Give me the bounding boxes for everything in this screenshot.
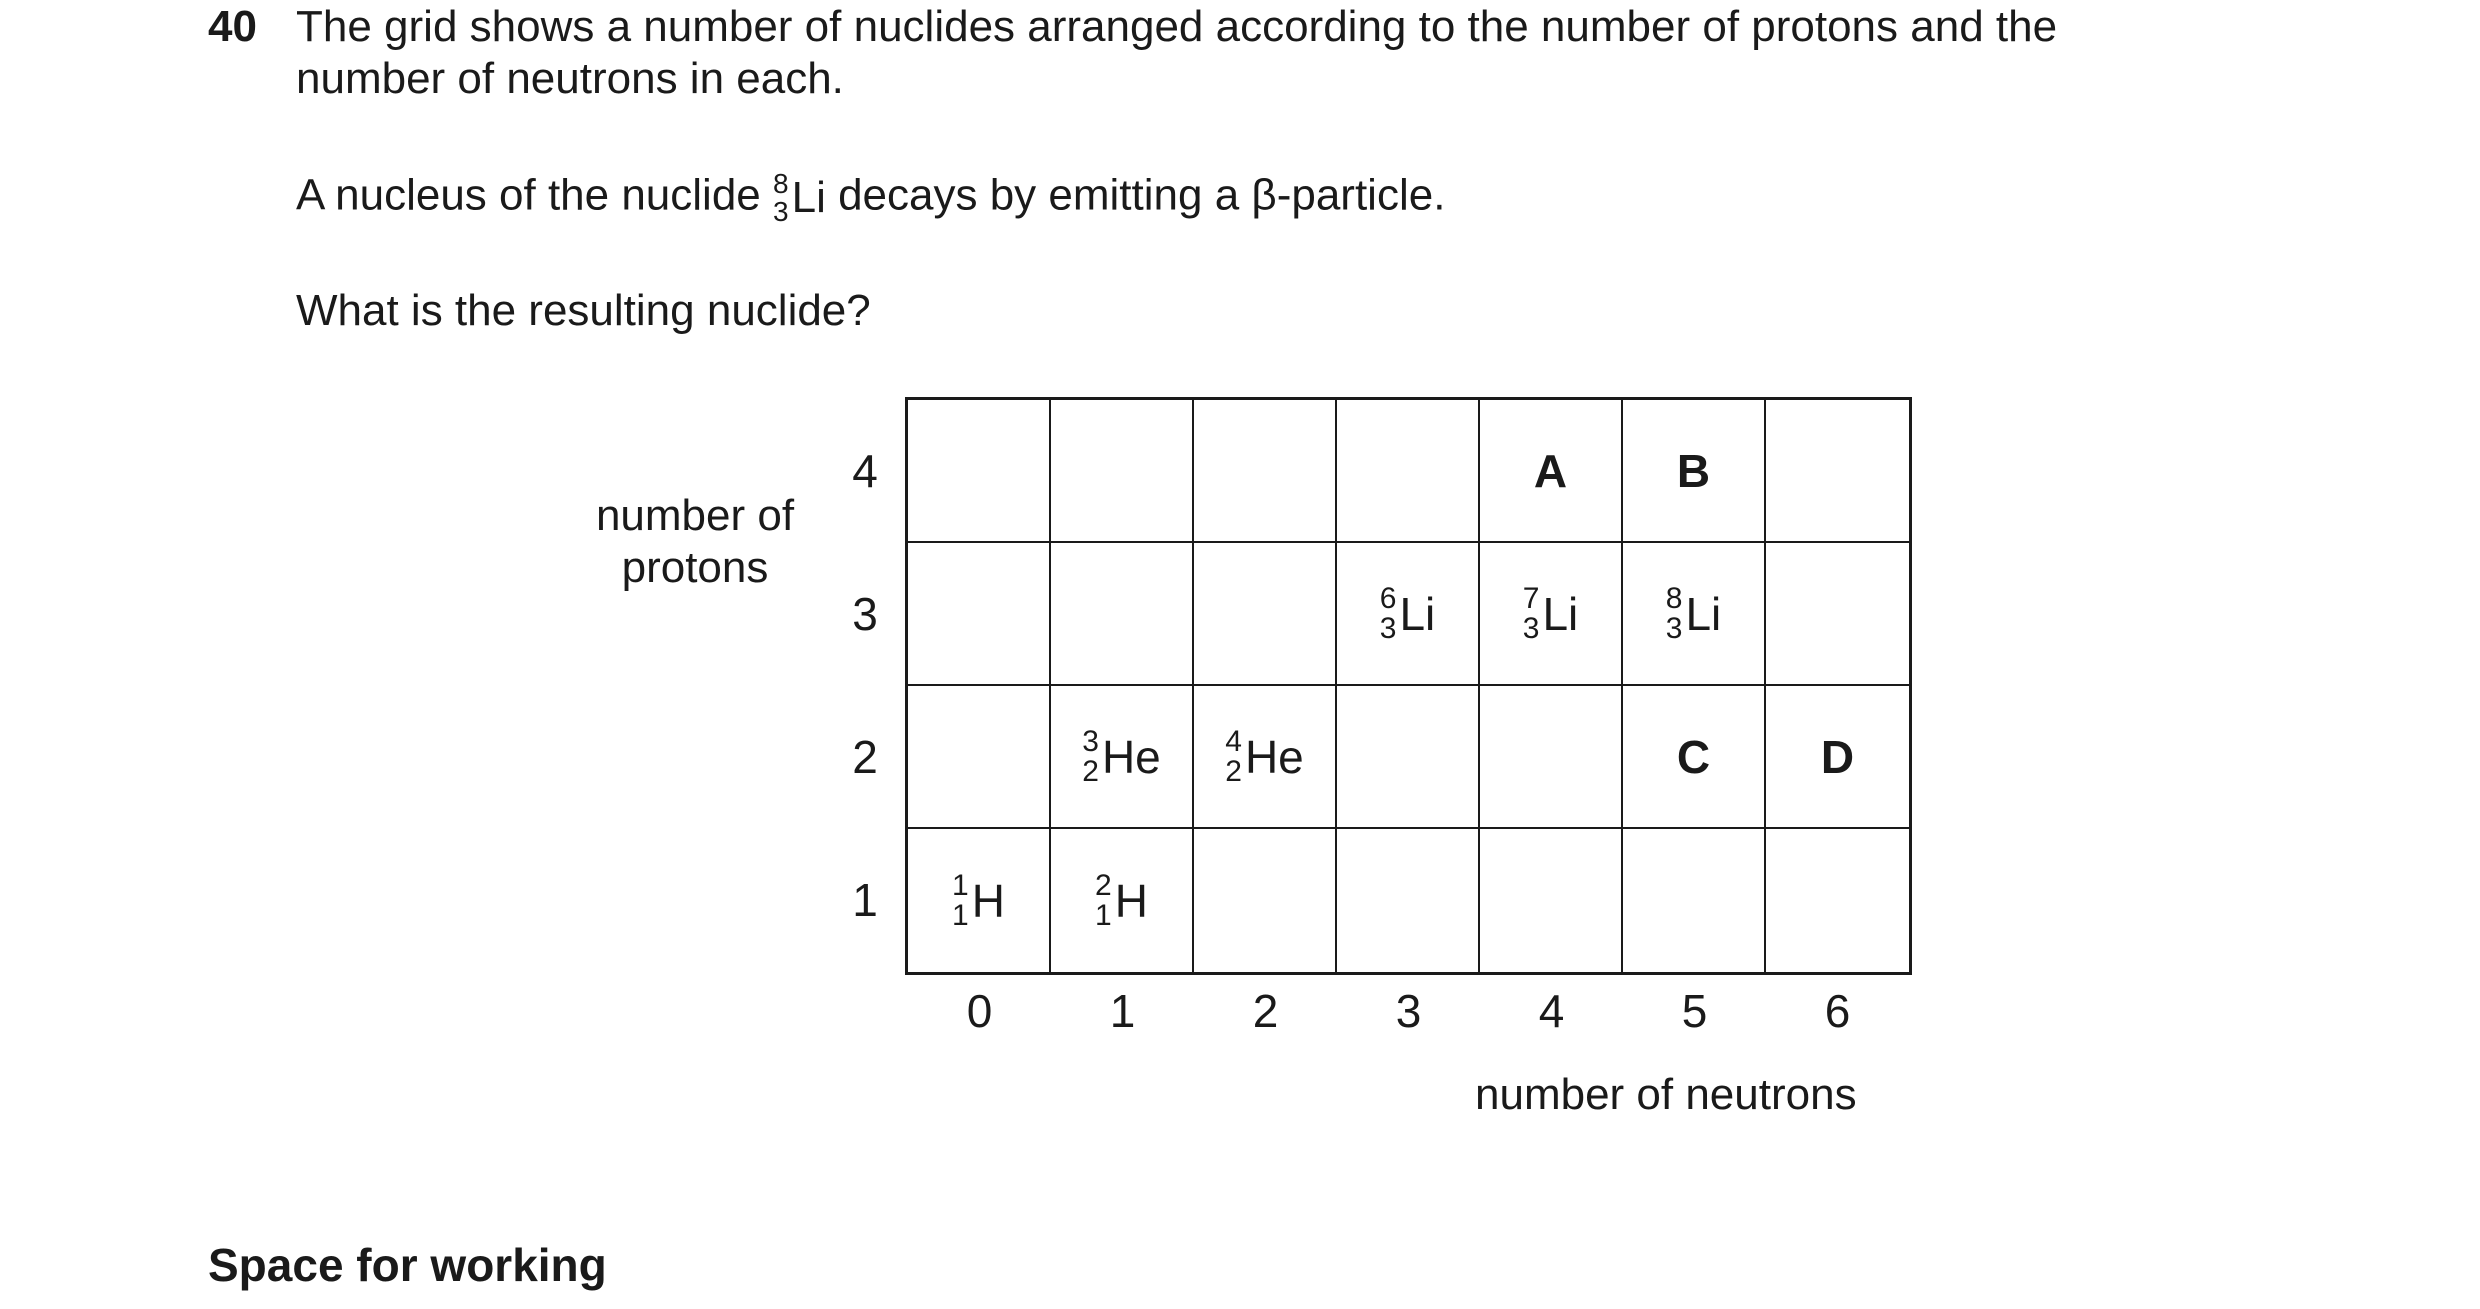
y-tick-label: 3 — [852, 588, 878, 640]
grid-cell — [1051, 543, 1194, 686]
nuclide-symbol: He — [1244, 730, 1304, 783]
grid-cell — [1480, 400, 1623, 543]
nuclide-symbol: Li — [791, 173, 826, 222]
nuclide-label — [1082, 724, 1161, 788]
question-text-line-2: number of neutrons in each. — [296, 54, 844, 103]
grid-cell — [908, 829, 1051, 972]
nuclide-label — [1522, 581, 1579, 645]
nuclide-mass-number: 7 — [1522, 581, 1540, 615]
grid-cell — [1766, 829, 1909, 972]
nuclide-atomic-number: 1 — [1095, 898, 1112, 932]
nuclide-symbol: H — [971, 874, 1005, 927]
question-text-line-1: The grid shows a number of nuclides arranged according to the number of protons and the — [296, 2, 2058, 51]
grid-cell — [1194, 686, 1337, 829]
nuclide-mass-number: 2 — [1095, 868, 1112, 902]
y-tick-label: 4 — [852, 445, 878, 497]
working-space-label: Space for working — [208, 1239, 607, 1291]
nuclide-atomic-number: 3 — [1379, 611, 1397, 645]
x-tick-label: 6 — [1824, 985, 1851, 1037]
nuclide-mass-number: 4 — [1225, 724, 1242, 758]
nuclide-mass-number: 6 — [1379, 581, 1397, 615]
grid-cell — [1051, 686, 1194, 829]
grid-cell — [1051, 400, 1194, 543]
nuclide-atomic-number: 3 — [1522, 611, 1540, 645]
grid-cell — [1623, 543, 1766, 686]
grid-cell — [1480, 829, 1623, 972]
grid-cell — [1766, 400, 1909, 543]
nuclide-symbol: H — [1114, 874, 1148, 927]
nuclide-mass-number: 1 — [952, 868, 969, 902]
nuclide-symbol: Li — [1685, 587, 1722, 640]
nuclide-atomic-number: 3 — [1665, 611, 1683, 645]
nuclide-atomic-number: 2 — [1225, 754, 1242, 788]
nuclide-atomic-number: 3 — [773, 196, 789, 227]
grid-cell — [908, 543, 1051, 686]
grid-cell — [1766, 686, 1909, 829]
nuclide-mass-number: 8 — [1665, 581, 1683, 615]
grid-cell — [1623, 686, 1766, 829]
y-tick-label: 2 — [852, 731, 878, 783]
grid-cell — [1480, 543, 1623, 686]
answer-option-b: B — [1676, 444, 1711, 497]
nuclide-mass-number: 8 — [773, 168, 789, 199]
decay-statement — [296, 170, 1445, 226]
nuclide-mass-number: 3 — [1082, 724, 1099, 758]
x-tick-label: 5 — [1681, 985, 1708, 1037]
grid-cell — [1337, 543, 1480, 686]
question-number: 40 — [208, 2, 257, 51]
y-axis-label: number of protons — [595, 491, 795, 592]
nuclide-label — [1095, 868, 1148, 932]
nuclide-label — [1225, 724, 1304, 788]
grid-cell — [1480, 686, 1623, 829]
grid-cell — [1766, 543, 1909, 686]
x-tick-label: 0 — [966, 985, 993, 1037]
grid-cell — [1337, 400, 1480, 543]
grid-cell — [1337, 686, 1480, 829]
grid-cell — [1623, 400, 1766, 543]
grid-cell — [1337, 829, 1480, 972]
nuclide-symbol: Li — [1542, 587, 1579, 640]
grid-cell — [908, 400, 1051, 543]
answer-option-d: D — [1820, 730, 1855, 783]
grid-cell — [1623, 829, 1766, 972]
nuclide-label — [952, 868, 1005, 932]
question-prompt: What is the resulting nuclide? — [296, 286, 871, 335]
y-tick-label: 1 — [852, 874, 878, 926]
x-axis-label: number of neutrons — [1475, 1070, 1857, 1119]
nuclide-atomic-number: 1 — [952, 898, 969, 932]
x-tick-label: 4 — [1538, 985, 1565, 1037]
x-tick-label: 3 — [1395, 985, 1422, 1037]
grid-cell — [908, 686, 1051, 829]
answer-option-a: A — [1533, 444, 1568, 497]
nuclide-symbol: He — [1101, 730, 1161, 783]
nuclide-symbol: Li — [1399, 587, 1436, 640]
x-tick-label: 2 — [1252, 985, 1279, 1037]
x-tick-label: 1 — [1109, 985, 1136, 1037]
decay-text-before: A nucleus of the nuclide — [296, 170, 761, 220]
nuclide-label — [1379, 581, 1436, 645]
nuclide-atomic-number: 2 — [1082, 754, 1099, 788]
decay-nuclide — [773, 170, 826, 226]
grid-cell — [1194, 400, 1337, 543]
answer-option-c: C — [1676, 730, 1711, 783]
nuclide-label — [1665, 581, 1722, 645]
grid-cell — [1194, 543, 1337, 686]
grid-cell — [1051, 829, 1194, 972]
nuclide-grid — [905, 397, 1912, 975]
decay-text-after: decays by emitting a β-particle. — [838, 170, 1446, 220]
grid-cell — [1194, 829, 1337, 972]
